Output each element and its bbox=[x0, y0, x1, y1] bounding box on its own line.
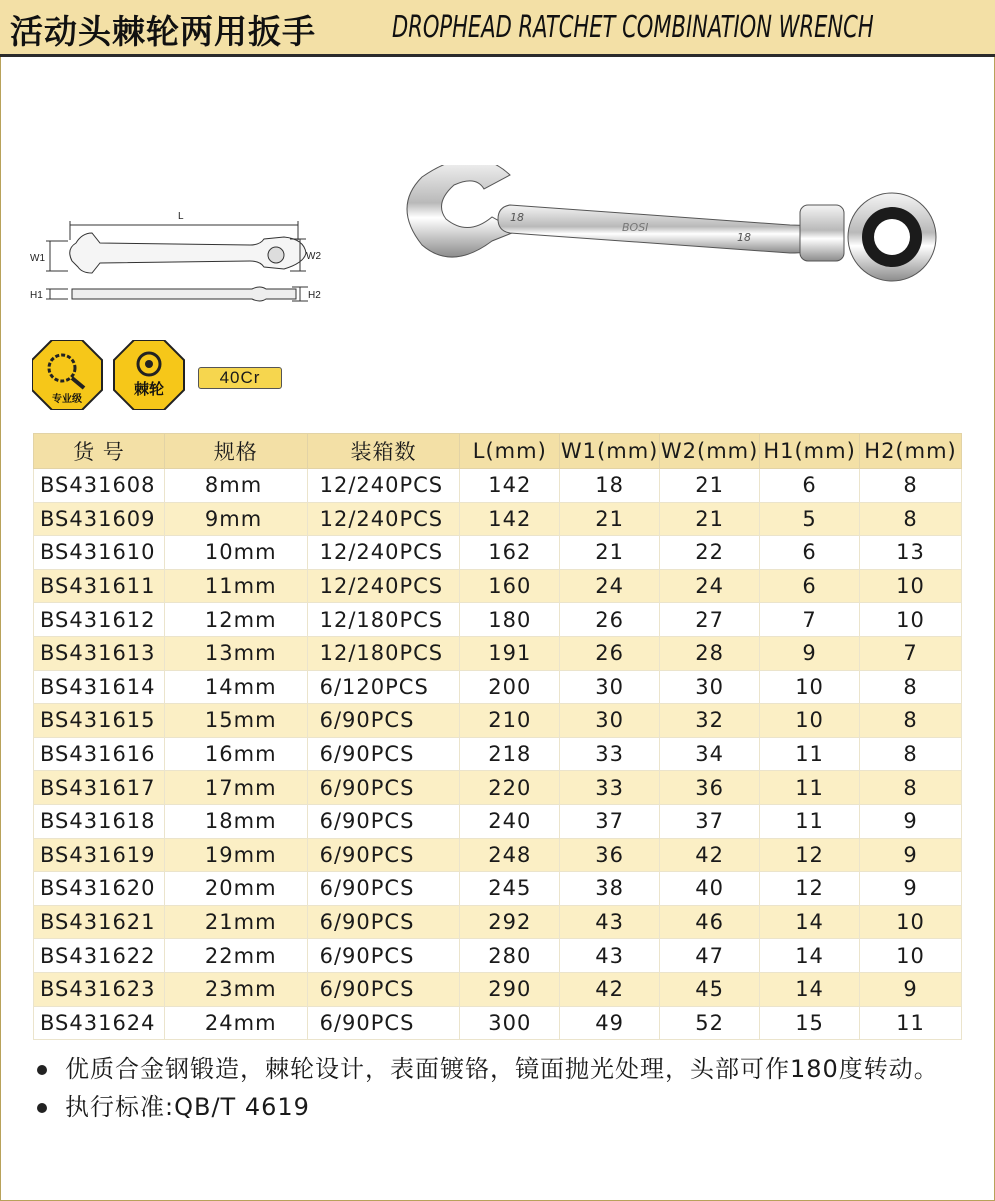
table-cell: 16mm bbox=[164, 737, 307, 771]
table-cell: 7 bbox=[860, 636, 962, 670]
column-header: L(mm) bbox=[460, 434, 560, 469]
table-cell: 12 bbox=[760, 872, 860, 906]
diagram-wrench-side bbox=[72, 287, 296, 301]
wrench-photo bbox=[392, 165, 947, 285]
label-h1: H1 bbox=[30, 290, 43, 301]
table-row bbox=[34, 905, 962, 939]
spec-table bbox=[33, 433, 962, 1040]
table-cell: 12mm bbox=[164, 603, 307, 637]
table-cell: 180 bbox=[460, 603, 560, 637]
table-cell: 18 bbox=[560, 469, 660, 503]
table-cell: 21 bbox=[660, 502, 760, 536]
table-cell: 33 bbox=[560, 771, 660, 805]
table-row bbox=[34, 569, 962, 603]
table-cell: 17mm bbox=[164, 771, 307, 805]
table-row bbox=[34, 939, 962, 973]
table-cell: 6/90PCS bbox=[307, 838, 460, 872]
table-cell: 21 bbox=[560, 502, 660, 536]
material-tag: 40Cr bbox=[198, 367, 282, 389]
table-cell: 9 bbox=[860, 804, 962, 838]
note-item bbox=[33, 1050, 973, 1088]
column-header: 规格 bbox=[164, 434, 307, 469]
table-cell: 21 bbox=[660, 469, 760, 503]
label-w2: W2 bbox=[306, 251, 321, 262]
table-row bbox=[34, 469, 962, 503]
table-cell: 10 bbox=[760, 670, 860, 704]
note-item bbox=[33, 1088, 973, 1126]
table-cell: 6/90PCS bbox=[307, 939, 460, 973]
table-cell: 15mm bbox=[164, 704, 307, 738]
table-cell: 6/120PCS bbox=[307, 670, 460, 704]
table-cell: 9 bbox=[860, 972, 962, 1006]
table-cell: 8 bbox=[860, 771, 962, 805]
column-header: H1(mm) bbox=[760, 434, 860, 469]
column-header: 装箱数 bbox=[307, 434, 460, 469]
table-cell: 162 bbox=[460, 536, 560, 570]
table-cell: 7 bbox=[760, 603, 860, 637]
table-cell: 245 bbox=[460, 872, 560, 906]
label-h2: H2 bbox=[308, 290, 321, 301]
column-header: W2(mm) bbox=[660, 434, 760, 469]
wrench-pivot bbox=[800, 205, 844, 261]
bullet-icon bbox=[37, 1103, 47, 1113]
table-cell: 6 bbox=[760, 536, 860, 570]
table-cell: 10 bbox=[860, 939, 962, 973]
table-cell: 26 bbox=[560, 603, 660, 637]
table-cell: 218 bbox=[460, 737, 560, 771]
table-cell: 200 bbox=[460, 670, 560, 704]
table-cell: BS431619 bbox=[34, 838, 165, 872]
bullet-icon bbox=[37, 1065, 47, 1075]
table-cell: 12/240PCS bbox=[307, 536, 460, 570]
table-cell: 40 bbox=[660, 872, 760, 906]
table-cell: 45 bbox=[660, 972, 760, 1006]
dimension-diagram bbox=[28, 205, 338, 315]
table-cell: 12/180PCS bbox=[307, 636, 460, 670]
table-cell: 47 bbox=[660, 939, 760, 973]
column-header: W1(mm) bbox=[560, 434, 660, 469]
table-cell: 12/240PCS bbox=[307, 469, 460, 503]
table-cell: 10 bbox=[860, 569, 962, 603]
ratchet-badge bbox=[114, 340, 184, 410]
table-row bbox=[34, 603, 962, 637]
table-cell: 11 bbox=[860, 1006, 962, 1040]
table-cell: 36 bbox=[560, 838, 660, 872]
table-cell: BS431617 bbox=[34, 771, 165, 805]
table-cell: 34 bbox=[660, 737, 760, 771]
table-cell: 11 bbox=[760, 737, 860, 771]
table-row bbox=[34, 838, 962, 872]
table-cell: 28 bbox=[660, 636, 760, 670]
table-cell: BS431612 bbox=[34, 603, 165, 637]
table-cell: 12/180PCS bbox=[307, 603, 460, 637]
table-cell: 160 bbox=[460, 569, 560, 603]
table-cell: 43 bbox=[560, 939, 660, 973]
table-cell: 27 bbox=[660, 603, 760, 637]
table-cell: 20mm bbox=[164, 872, 307, 906]
table-cell: 6/90PCS bbox=[307, 804, 460, 838]
label-l: L bbox=[178, 211, 184, 222]
table-cell: 19mm bbox=[164, 838, 307, 872]
table-cell: 142 bbox=[460, 502, 560, 536]
table-cell: 300 bbox=[460, 1006, 560, 1040]
table-cell: BS431609 bbox=[34, 502, 165, 536]
table-cell: 14mm bbox=[164, 670, 307, 704]
table-row bbox=[34, 1006, 962, 1040]
note-text: 执行标准:QB/T 4619 bbox=[65, 1093, 310, 1121]
table-cell: 6 bbox=[760, 469, 860, 503]
table-cell: BS431622 bbox=[34, 939, 165, 973]
table-cell: BS431620 bbox=[34, 872, 165, 906]
table-cell: 10 bbox=[860, 603, 962, 637]
table-cell: 6/90PCS bbox=[307, 771, 460, 805]
table-cell: 6/90PCS bbox=[307, 704, 460, 738]
table-header-row bbox=[34, 434, 962, 469]
table-cell: 13mm bbox=[164, 636, 307, 670]
table-cell: 24 bbox=[560, 569, 660, 603]
title-english: DROPHEAD RATCHET COMBINATION WRENCH bbox=[392, 10, 874, 45]
table-cell: 292 bbox=[460, 905, 560, 939]
table-cell: 21mm bbox=[164, 905, 307, 939]
table-cell: 14 bbox=[760, 972, 860, 1006]
badge-ratchet-label: 棘轮 bbox=[133, 380, 165, 398]
wrench-handle bbox=[498, 205, 820, 253]
table-cell: 210 bbox=[460, 704, 560, 738]
table-cell: 11 bbox=[760, 771, 860, 805]
badge-professional-label: 专业级 bbox=[52, 394, 82, 405]
table-cell: 18mm bbox=[164, 804, 307, 838]
table-cell: BS431615 bbox=[34, 704, 165, 738]
table-cell: 8 bbox=[860, 704, 962, 738]
table-cell: 37 bbox=[660, 804, 760, 838]
table-cell: 37 bbox=[560, 804, 660, 838]
table-cell: 32 bbox=[660, 704, 760, 738]
table-cell: 22 bbox=[660, 536, 760, 570]
table-cell: 142 bbox=[460, 469, 560, 503]
table-cell: 6/90PCS bbox=[307, 872, 460, 906]
table-row bbox=[34, 737, 962, 771]
table-cell: 11 bbox=[760, 804, 860, 838]
photo-size-left: 18 bbox=[510, 211, 524, 224]
table-cell: 22mm bbox=[164, 939, 307, 973]
table-cell: BS431616 bbox=[34, 737, 165, 771]
table-cell: 248 bbox=[460, 838, 560, 872]
table-cell: 24mm bbox=[164, 1006, 307, 1040]
table-row bbox=[34, 872, 962, 906]
table-row bbox=[34, 670, 962, 704]
table-row bbox=[34, 536, 962, 570]
table-cell: BS431618 bbox=[34, 804, 165, 838]
table-cell: 8mm bbox=[164, 469, 307, 503]
table-cell: 5 bbox=[760, 502, 860, 536]
table-cell: 21 bbox=[560, 536, 660, 570]
table-cell: 6/90PCS bbox=[307, 737, 460, 771]
table-cell: 30 bbox=[660, 670, 760, 704]
table-cell: 220 bbox=[460, 771, 560, 805]
table-cell: 8 bbox=[860, 469, 962, 503]
label-w1: W1 bbox=[30, 253, 45, 264]
table-cell: BS431608 bbox=[34, 469, 165, 503]
table-cell: 6/90PCS bbox=[307, 972, 460, 1006]
table-cell: 13 bbox=[860, 536, 962, 570]
table-cell: 52 bbox=[660, 1006, 760, 1040]
table-cell: 8 bbox=[860, 670, 962, 704]
professional-badge bbox=[32, 340, 102, 410]
notes bbox=[33, 1050, 973, 1126]
table-cell: BS431610 bbox=[34, 536, 165, 570]
table-cell: 6/90PCS bbox=[307, 905, 460, 939]
table-cell: BS431623 bbox=[34, 972, 165, 1006]
table-cell: 49 bbox=[560, 1006, 660, 1040]
table-cell: 191 bbox=[460, 636, 560, 670]
table-cell: 14 bbox=[760, 939, 860, 973]
table-cell: 10 bbox=[860, 905, 962, 939]
table-cell: 280 bbox=[460, 939, 560, 973]
table-cell: 26 bbox=[560, 636, 660, 670]
table-cell: 46 bbox=[660, 905, 760, 939]
table-cell: 9 bbox=[860, 872, 962, 906]
table-cell: 36 bbox=[660, 771, 760, 805]
table-cell: 24 bbox=[660, 569, 760, 603]
table-row bbox=[34, 972, 962, 1006]
table-cell: 23mm bbox=[164, 972, 307, 1006]
header-bar bbox=[0, 0, 995, 57]
table-cell: 33 bbox=[560, 737, 660, 771]
table-cell: BS431613 bbox=[34, 636, 165, 670]
table-cell: 30 bbox=[560, 704, 660, 738]
table-cell: 8 bbox=[860, 737, 962, 771]
table-row bbox=[34, 502, 962, 536]
table-cell: 9mm bbox=[164, 502, 307, 536]
table-cell: 10 bbox=[760, 704, 860, 738]
table-cell: 30 bbox=[560, 670, 660, 704]
table-cell: 10mm bbox=[164, 536, 307, 570]
note-text: 优质合金钢锻造，棘轮设计，表面镀铬，镜面抛光处理，头部可作180度转动。 bbox=[65, 1055, 939, 1083]
table-cell: 15 bbox=[760, 1006, 860, 1040]
table-cell: 240 bbox=[460, 804, 560, 838]
table-cell: 9 bbox=[760, 636, 860, 670]
table-cell: 12 bbox=[760, 838, 860, 872]
table-cell: BS431621 bbox=[34, 905, 165, 939]
table-cell: 42 bbox=[560, 972, 660, 1006]
table-row bbox=[34, 804, 962, 838]
table-cell: 43 bbox=[560, 905, 660, 939]
table-cell: 42 bbox=[660, 838, 760, 872]
table-cell: BS431614 bbox=[34, 670, 165, 704]
table-cell: 11mm bbox=[164, 569, 307, 603]
table-cell: 12/240PCS bbox=[307, 569, 460, 603]
table-cell: 6 bbox=[760, 569, 860, 603]
table-cell: 9 bbox=[860, 838, 962, 872]
table-row bbox=[34, 704, 962, 738]
column-header: H2(mm) bbox=[860, 434, 962, 469]
photo-size-right: 18 bbox=[737, 231, 751, 244]
table-row bbox=[34, 771, 962, 805]
photo-brand: BOSI bbox=[622, 221, 649, 234]
title-chinese: 活动头棘轮两用扳手 bbox=[10, 12, 316, 51]
column-header: 货 号 bbox=[34, 434, 165, 469]
table-cell: 38 bbox=[560, 872, 660, 906]
table-cell: 12/240PCS bbox=[307, 502, 460, 536]
table-cell: 14 bbox=[760, 905, 860, 939]
table-cell: BS431624 bbox=[34, 1006, 165, 1040]
table-cell: 8 bbox=[860, 502, 962, 536]
table-cell: 6/90PCS bbox=[307, 1006, 460, 1040]
table-cell: 290 bbox=[460, 972, 560, 1006]
table-row bbox=[34, 636, 962, 670]
table-cell: BS431611 bbox=[34, 569, 165, 603]
